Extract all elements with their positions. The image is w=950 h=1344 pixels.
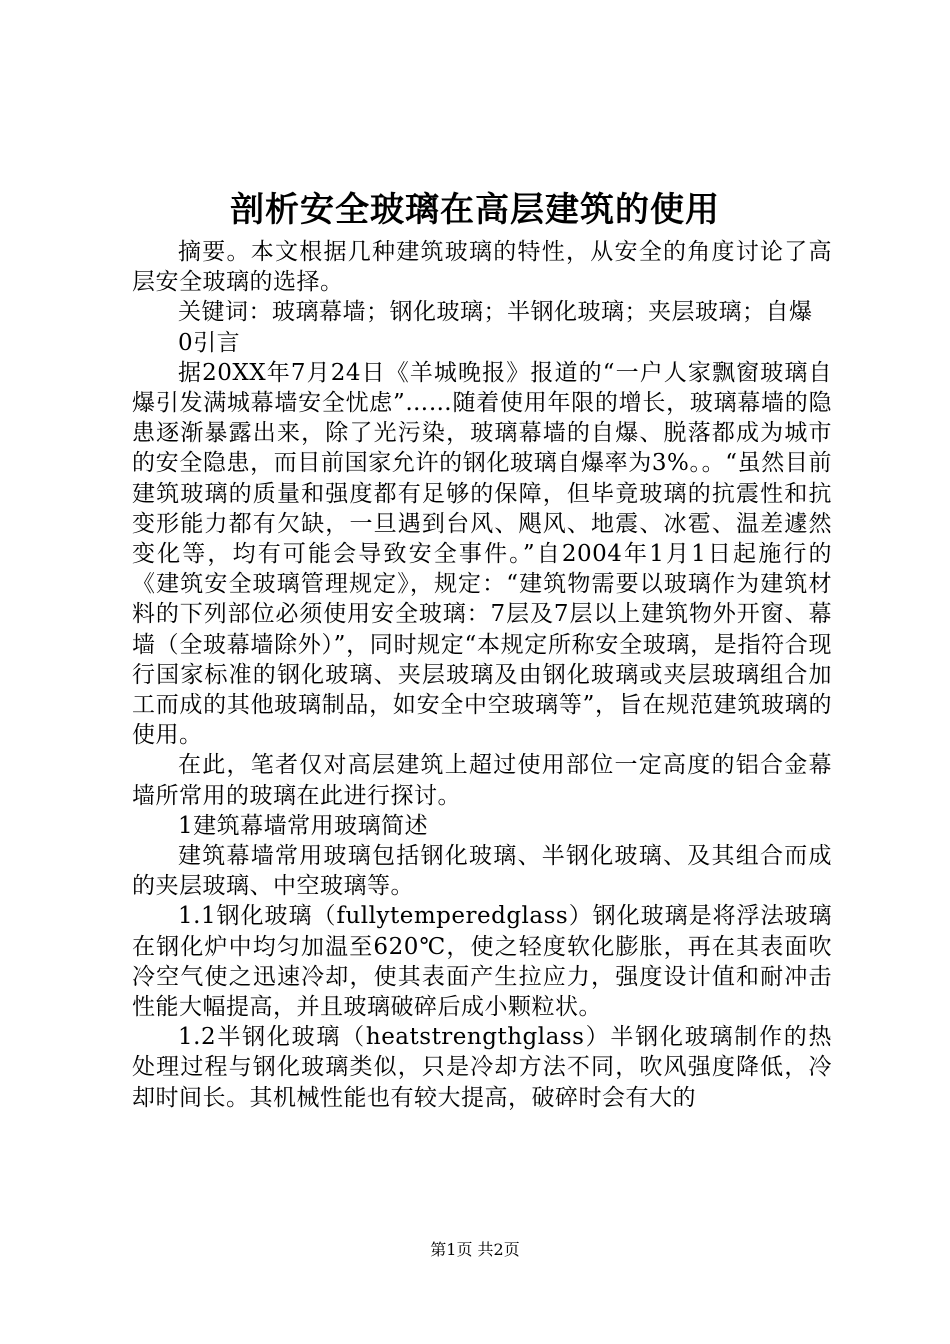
document-body [132,237,832,1113]
keywords-paragraph: 关键词：玻璃幕墙；钢化玻璃；半钢化玻璃；夹层玻璃；自爆 [178,299,813,326]
body-paragraph: 1.2半钢化玻璃（heatstrengthglass）半钢化玻璃制作的热处理过程与钢化玻璃类似，只是冷却方法不同，吹风强度降低，冷却时间长。其机械性能也有较大提高，破碎时会有大的 [132,1024,832,1111]
body-paragraph: 1.1钢化玻璃（fullytemperedglass）钢化玻璃是将浮法玻璃在钢化炉中均匀加温至620℃，使之轻度软化膨胀，再在其表面吹冷空气使之迅速冷却，使其表面产生拉应力，强度设计值和耐冲击性能大幅提高，并且玻璃破碎后成小颗粒状。 [132,903,832,1021]
body-paragraph: 建筑幕墙常用玻璃包括钢化玻璃、半钢化玻璃、及其组合而成的夹层玻璃、中空玻璃等。 [132,843,832,900]
document-title: 剖析安全玻璃在高层建筑的使用 [230,190,720,230]
body-paragraph: 据20XX年7月24日《羊城晚报》报道的“一户人家飘窗玻璃自爆引发满城幕墙安全忧虑”……随着使用年限的增长，玻璃幕墙的隐患逐渐暴露出来，除了光污染，玻璃幕墙的自爆、脱落都成为城市的安全隐患，而目前国家允许的钢化玻璃自爆率为3%。。“虽然目前建筑玻璃的质量和强度都有足够的保障，但毕竟玻璃的抗震性和抗变形能力都有欠缺，一旦遇到台风、飓风、地震、冰雹、温差遽然变化等，均有可能会导致安全事件。”自2004年1月1日起施行的《建筑安全玻璃管理规定》，规定：“建筑物需要以玻璃作为建筑材料的下列部位必须使用安全玻璃：7层及7层以上建筑物外开窗、幕墙（全玻幕墙除外）”，同时规定“本规定所称安全玻璃，是指符合现行国家标准的钢化玻璃、夹层玻璃及由钢化玻璃或夹层玻璃组合加工而成的其他玻璃制品，如安全中空玻璃等”，旨在规范建筑玻璃的使用。 [132,359,832,749]
body-paragraph: 在此，笔者仅对高层建筑上超过使用部位一定高度的铝合金幕墙所常用的玻璃在此进行探讨。 [132,752,832,809]
abstract-paragraph: 摘要。本文根据几种建筑玻璃的特性，从安全的角度讨论了高层安全玻璃的选择。 [132,239,832,296]
section-heading-glass-overview: 1建筑幕墙常用玻璃简述 [178,812,429,839]
page-footer: 第1页 共2页 [430,1240,520,1259]
section-heading-introduction: 0引言 [178,329,241,356]
